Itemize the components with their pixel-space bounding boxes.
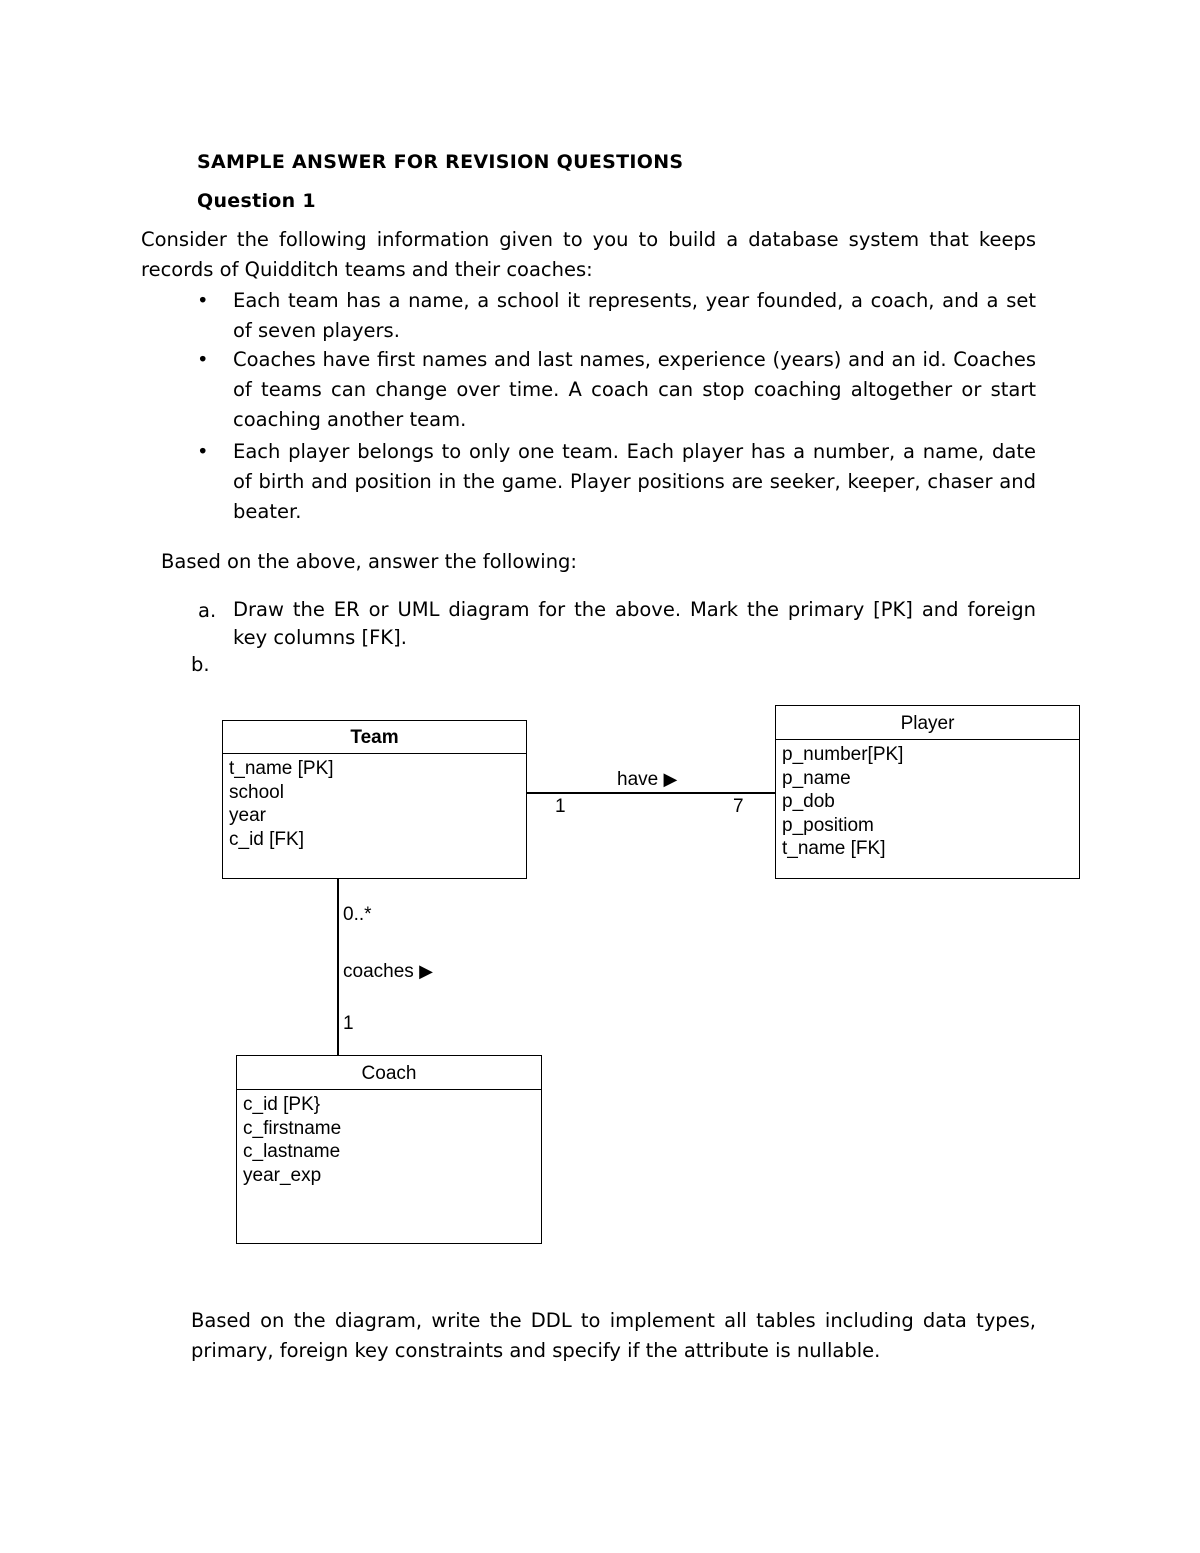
coach-attributes xyxy=(237,1090,541,1187)
team-attribute: year xyxy=(229,805,266,826)
bullet-item-3: Each player belongs to only one team. Each player has a number, a name, date of birth and position in the game. Player positions are seeker, keeper, chaser and beater. xyxy=(233,440,1036,523)
team-attribute: school xyxy=(229,781,284,803)
coaches-label xyxy=(343,961,433,983)
coach-title: Coach xyxy=(237,1056,541,1090)
have-left-multiplicity: 1 xyxy=(555,796,566,817)
player-attributes xyxy=(776,740,1079,861)
bullet-item-2: Coaches have first names and last names, experience (years) and an id. Coaches of teams can change over time. A coach can stop coaching altogether or start coaching another team. xyxy=(233,348,1036,431)
bullet-marker: • xyxy=(197,289,209,312)
coaches-top-multiplicity: 0..* xyxy=(343,904,372,925)
team-attributes xyxy=(223,754,526,851)
intro-paragraph: Consider the following information given to you to build a database system that keeps records of Quidditch teams and their coaches: xyxy=(141,228,1036,281)
coaches-label-text: coaches xyxy=(343,961,414,982)
coach-attribute: c_id [PK} xyxy=(243,1094,321,1115)
team-attribute: c_id [FK] xyxy=(229,828,304,850)
team-attribute: t_name [PK] xyxy=(229,758,334,779)
player-attribute: p_positiom xyxy=(782,814,874,836)
question-heading: Question 1 xyxy=(197,190,316,212)
coach-attribute: year_exp xyxy=(243,1164,322,1186)
coaches-arrow-icon: ▶ xyxy=(419,961,433,981)
player-attribute: p_name xyxy=(782,767,851,789)
item-a-text: Draw the ER or UML diagram for the above. Mark the primary [PK] and foreign key columns [FK]. xyxy=(233,598,1036,649)
have-label xyxy=(617,769,677,791)
item-marker-a: a. xyxy=(198,599,217,622)
coach-attribute: c_firstname xyxy=(243,1117,342,1139)
player-attribute: p_dob xyxy=(782,791,835,812)
team-entity xyxy=(222,720,527,879)
player-attribute: p_number[PK] xyxy=(782,744,904,765)
have-right-multiplicity: 7 xyxy=(733,796,744,817)
bullet-marker: • xyxy=(197,348,209,371)
coach-attribute: c_lastname xyxy=(243,1141,341,1162)
coach-entity xyxy=(236,1055,542,1244)
item-marker-b: b. xyxy=(191,653,210,676)
have-arrow-icon: ▶ xyxy=(663,769,678,789)
bullet-item-1: Each team has a name, a school it represents, year founded, a coach, and a set of seven players. xyxy=(233,289,1036,342)
page-title: SAMPLE ANSWER FOR REVISION QUESTIONS xyxy=(197,151,684,173)
player-entity xyxy=(775,705,1080,879)
prompt-text: Based on the above, answer the following: xyxy=(161,550,578,573)
player-attribute: t_name [FK] xyxy=(782,838,886,859)
player-title: Player xyxy=(776,706,1079,740)
coaches-bottom-multiplicity: 1 xyxy=(343,1013,354,1034)
team-title: Team xyxy=(223,721,526,754)
bullet-marker: • xyxy=(197,440,209,463)
footer-paragraph: Based on the diagram, write the DDL to implement all tables including data types, primary, foreign key constraints and specify if the attribute is nullable. xyxy=(191,1309,1036,1362)
have-relationship-line xyxy=(527,792,775,794)
coaches-relationship-line xyxy=(337,879,339,1055)
have-label-text: have xyxy=(617,769,659,790)
